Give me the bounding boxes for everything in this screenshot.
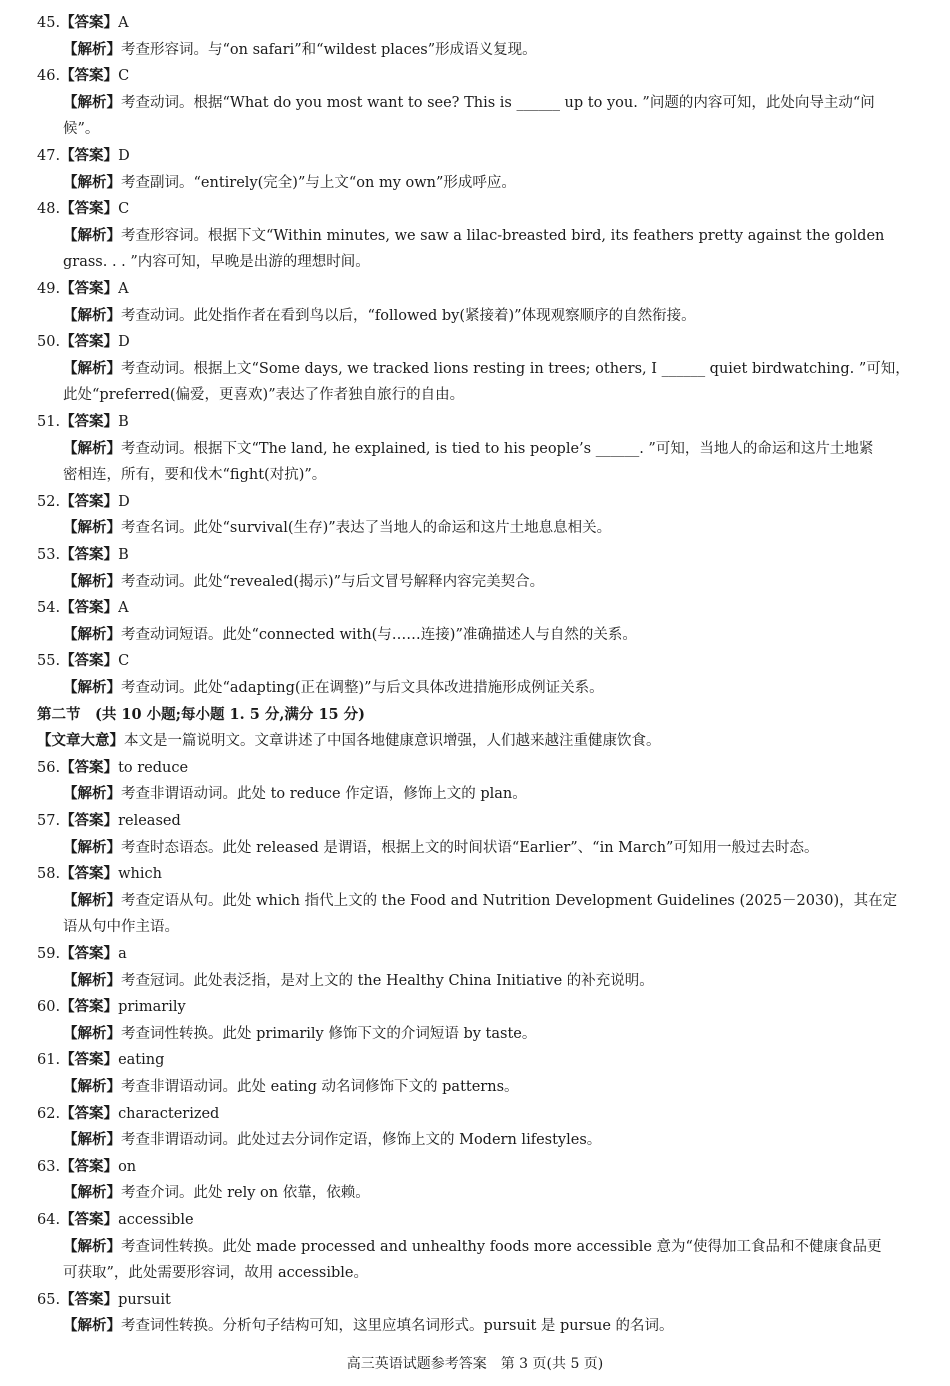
answer-line bbox=[37, 66, 129, 86]
summary-text: 本文是一篇说明文。文章讲述了中国各地健康意识增强，人们越来越注重健康饮食。 bbox=[124, 733, 661, 750]
explanation-text: 候”。 bbox=[63, 121, 100, 138]
explanation-line bbox=[63, 891, 914, 911]
answer-label: 【答案】 bbox=[60, 14, 119, 31]
answer-line bbox=[37, 1290, 171, 1310]
question-number: 65. bbox=[37, 1291, 61, 1308]
answer-value: characterized bbox=[118, 1105, 220, 1122]
answer-line bbox=[37, 1210, 194, 1230]
explanation-text: grass. . . ”内容可知，早晚是出游的理想时间。 bbox=[63, 254, 370, 271]
answer-label: 【答案】 bbox=[60, 333, 119, 351]
explanation-text: 此处“preferred(偏爱，更喜欢)”表达了作者独自旅行的自由。 bbox=[63, 387, 465, 404]
answer-value: a bbox=[118, 946, 127, 962]
explanation-text: 考查词性转换。此处 made processed and unhealthy foods more accessible 意为“使得加工食品和不健康食品更 bbox=[121, 1238, 882, 1255]
explanation-text: 考查定语从句。此处 which 指代上文的 the Food and Nutrition Development Guidelines (2025－2030)，其在定 bbox=[121, 892, 898, 909]
explanation-line bbox=[63, 385, 914, 405]
explain-label: 【解析】 bbox=[63, 519, 121, 537]
explanation-text: 考查动词。根据“What do you most want to see? This is ______ up to you. ”问题的内容可知，此处向导主动“问 bbox=[121, 94, 875, 111]
answer-line bbox=[37, 279, 129, 299]
answer-label: 【答案】 bbox=[60, 67, 119, 85]
explanation-text: 考查名词。此处“survival(生存)”表达了当地人的命运和这片土地息息相关。 bbox=[121, 520, 612, 537]
article-summary bbox=[37, 731, 661, 751]
explain-label: 【解析】 bbox=[63, 971, 121, 989]
answer-label: 【答案】 bbox=[60, 945, 119, 962]
answer-value: accessible bbox=[118, 1212, 194, 1228]
answer-label: 【答案】 bbox=[60, 1051, 119, 1069]
explanation-line bbox=[63, 173, 914, 193]
answer-line bbox=[37, 598, 129, 618]
explanation-line bbox=[63, 1077, 914, 1097]
explanation-line bbox=[63, 678, 914, 698]
explain-label: 【解析】 bbox=[63, 1131, 121, 1149]
answer-label: 【答案】 bbox=[60, 812, 119, 829]
explanation-text: 考查动词。根据上文“Some days, we tracked lions resting in trees; others, I ______ quiet birdwatching. ”可知， bbox=[121, 360, 910, 377]
explain-label: 【解析】 bbox=[63, 838, 121, 856]
answer-label: 【答案】 bbox=[60, 599, 119, 617]
answer-value: D bbox=[118, 148, 130, 164]
question-number: 45. bbox=[37, 15, 61, 31]
answer-value: D bbox=[118, 493, 130, 510]
explanation-text: 语从句中作主语。 bbox=[63, 919, 179, 936]
question-number: 46. bbox=[37, 68, 61, 85]
answer-line bbox=[37, 199, 129, 219]
answer-label: 【答案】 bbox=[60, 1211, 119, 1228]
section-title: 第二节 (共 10 小题;每小题 1. 5 分,满分 15 分) bbox=[37, 705, 366, 723]
explanation-line bbox=[63, 1316, 914, 1336]
explanation-text: 考查动词短语。此处“connected with(与……连接)”准确描述人与自然的关系。 bbox=[121, 626, 637, 643]
explanation-line bbox=[63, 252, 914, 272]
question-number: 51. bbox=[37, 414, 61, 430]
explain-label: 【解析】 bbox=[63, 1024, 121, 1042]
explain-label: 【解析】 bbox=[63, 891, 121, 909]
explanation-text: 考查动词。此处“revealed(揭示)”与后文冒号解释内容完美契合。 bbox=[121, 573, 545, 590]
question-number: 50. bbox=[37, 334, 61, 351]
explanation-line bbox=[63, 572, 914, 592]
explain-label: 【解析】 bbox=[63, 40, 121, 58]
explanation-line bbox=[63, 119, 914, 139]
answer-line bbox=[37, 944, 127, 964]
answer-value: C bbox=[118, 201, 130, 218]
answer-label: 【答案】 bbox=[60, 865, 119, 883]
answer-value: B bbox=[118, 414, 129, 430]
answer-value: A bbox=[118, 281, 129, 297]
question-number: 58. bbox=[37, 866, 61, 883]
answer-label: 【答案】 bbox=[60, 147, 119, 164]
answer-value: C bbox=[118, 653, 130, 670]
answer-label: 【答案】 bbox=[60, 200, 119, 218]
question-number: 54. bbox=[37, 600, 61, 617]
explanation-text: 考查冠词。此处表泛指，是对上文的 the Healthy China Initiative 的补充说明。 bbox=[121, 972, 654, 989]
explain-label: 【解析】 bbox=[63, 1078, 121, 1095]
answer-value: to reduce bbox=[118, 759, 189, 776]
explain-label: 【解析】 bbox=[63, 1237, 121, 1255]
explanation-line bbox=[63, 971, 914, 991]
question-number: 53. bbox=[37, 547, 61, 563]
explanation-text: 考查非谓语动词。此处 to reduce 作定语，修饰上文的 plan。 bbox=[121, 786, 527, 803]
question-number: 52. bbox=[37, 493, 61, 510]
answer-line bbox=[37, 332, 130, 352]
explanation-line bbox=[63, 917, 914, 937]
answer-value: primarily bbox=[118, 999, 186, 1016]
answer-value: C bbox=[118, 68, 130, 85]
answer-value: A bbox=[118, 15, 129, 31]
question-number: 56. bbox=[37, 759, 61, 776]
summary-label: 【文章大意】 bbox=[37, 732, 124, 750]
explanation-line bbox=[63, 1237, 914, 1257]
explain-label: 【解析】 bbox=[63, 173, 121, 191]
explain-label: 【解析】 bbox=[63, 306, 121, 324]
explanation-text: 考查动词。此处指作者在看到鸟以后，“followed by(紧接着)”体现观察顺序的自然衔接。 bbox=[121, 307, 696, 324]
explanation-line bbox=[63, 306, 914, 326]
question-number: 60. bbox=[37, 999, 61, 1016]
explanation-text: 考查形容词。与“on safari”和“wildest places”形成语义复现。 bbox=[121, 41, 537, 58]
explain-label: 【解析】 bbox=[63, 785, 121, 803]
explanation-text: 密相连，所有，要和伐木“fight(对抗)”。 bbox=[63, 467, 327, 484]
explain-label: 【解析】 bbox=[63, 1317, 121, 1335]
answer-line bbox=[37, 1050, 164, 1070]
answer-label: 【答案】 bbox=[60, 1290, 119, 1308]
explanation-line bbox=[63, 1183, 914, 1203]
explanation-text: 考查非谓语动词。此处过去分词作定语，修饰上文的 Modern lifestyles。 bbox=[121, 1132, 602, 1149]
explanation-line bbox=[63, 465, 914, 485]
question-number: 57. bbox=[37, 813, 61, 829]
explanation-text: 考查时态语态。此处 released 是谓语，根据上文的时间状语“Earlier”、“in March”可知用一般过去时态。 bbox=[121, 839, 819, 856]
answer-label: 【答案】 bbox=[60, 546, 119, 563]
answer-line bbox=[37, 651, 129, 671]
answer-line bbox=[37, 146, 130, 166]
question-number: 55. bbox=[37, 653, 61, 670]
explanation-line bbox=[63, 1130, 914, 1150]
explain-label: 【解析】 bbox=[63, 572, 121, 590]
answer-line bbox=[37, 13, 129, 33]
answer-value: on bbox=[118, 1158, 137, 1175]
answer-label: 【答案】 bbox=[60, 758, 119, 776]
explanation-line bbox=[63, 1024, 914, 1044]
page-footer: 高三英语试题参考答案 第 3 页(共 5 页) bbox=[346, 1356, 604, 1372]
answer-value: which bbox=[118, 866, 162, 883]
explanation-line bbox=[63, 625, 914, 645]
question-number: 48. bbox=[37, 201, 61, 218]
explanation-line bbox=[63, 784, 914, 804]
answer-line bbox=[37, 997, 186, 1017]
answer-value: D bbox=[118, 334, 130, 351]
answer-value: eating bbox=[118, 1052, 165, 1069]
question-number: 47. bbox=[37, 148, 61, 164]
explanation-line bbox=[63, 439, 914, 459]
answer-line bbox=[37, 864, 162, 884]
answer-value: pursuit bbox=[118, 1291, 171, 1308]
explanation-text: 考查非谓语动词。此处 eating 动名词修饰下文的 patterns。 bbox=[121, 1079, 519, 1095]
answer-value: released bbox=[118, 813, 181, 829]
explanation-text: 考查词性转换。分析句子结构可知，这里应填名词形式。pursuit 是 pursue 的名词。 bbox=[121, 1318, 674, 1335]
explain-label: 【解析】 bbox=[63, 359, 121, 377]
answer-label: 【答案】 bbox=[60, 998, 119, 1016]
answer-line bbox=[37, 492, 130, 512]
explain-label: 【解析】 bbox=[63, 679, 121, 696]
answer-label: 【答案】 bbox=[60, 492, 119, 510]
question-number: 64. bbox=[37, 1212, 61, 1228]
explanation-line bbox=[63, 93, 914, 113]
answer-line bbox=[37, 811, 181, 831]
explanation-line bbox=[63, 1263, 914, 1283]
answer-line bbox=[37, 545, 129, 565]
explain-label: 【解析】 bbox=[63, 1184, 121, 1202]
explain-label: 【解析】 bbox=[63, 226, 121, 244]
question-number: 61. bbox=[37, 1052, 61, 1069]
explanation-line bbox=[63, 518, 914, 538]
explain-label: 【解析】 bbox=[63, 93, 121, 111]
section-heading bbox=[37, 705, 365, 725]
explanation-text: 考查动词。此处“adapting(正在调整)”与后文具体改进措施形成例证关系。 bbox=[121, 680, 604, 696]
explanation-text: 考查词性转换。此处 primarily 修饰下文的介词短语 by taste。 bbox=[121, 1025, 537, 1042]
answer-line bbox=[37, 412, 129, 432]
explanation-line bbox=[63, 226, 914, 246]
explanation-text: 考查副词。“entirely(完全)”与上文“on my own”形成呼应。 bbox=[121, 174, 516, 191]
answer-value: B bbox=[118, 547, 129, 563]
answer-label: 【答案】 bbox=[60, 1104, 119, 1122]
answer-value: A bbox=[118, 600, 129, 617]
explanation-text: 考查介词。此处 rely on 依靠，依赖。 bbox=[121, 1185, 370, 1202]
answer-line bbox=[37, 758, 188, 778]
answer-label: 【答案】 bbox=[60, 1157, 119, 1175]
explain-label: 【解析】 bbox=[63, 625, 121, 643]
question-number: 59. bbox=[37, 946, 61, 962]
explanation-text: 考查动词。根据下文“The land, he explained, is tied to his people’s ______. ”可知，当地人的命运和这片土地紧 bbox=[121, 440, 874, 457]
answer-label: 【答案】 bbox=[60, 280, 119, 297]
answer-label: 【答案】 bbox=[60, 652, 119, 670]
explanation-line bbox=[63, 838, 914, 858]
answer-label: 【答案】 bbox=[60, 413, 119, 430]
question-number: 49. bbox=[37, 281, 61, 297]
question-number: 63. bbox=[37, 1158, 61, 1175]
explanation-line bbox=[63, 359, 914, 379]
answer-line bbox=[37, 1104, 219, 1124]
explanation-text: 考查形容词。根据下文“Within minutes, we saw a lilac-breasted bird, its feathers pretty against the golden bbox=[121, 227, 885, 244]
question-number: 62. bbox=[37, 1105, 61, 1122]
explanation-line bbox=[63, 40, 914, 60]
answer-line bbox=[37, 1157, 136, 1177]
explain-label: 【解析】 bbox=[63, 439, 121, 457]
explanation-text: 可获取”，此处需要形容词，故用 accessible。 bbox=[63, 1265, 369, 1282]
